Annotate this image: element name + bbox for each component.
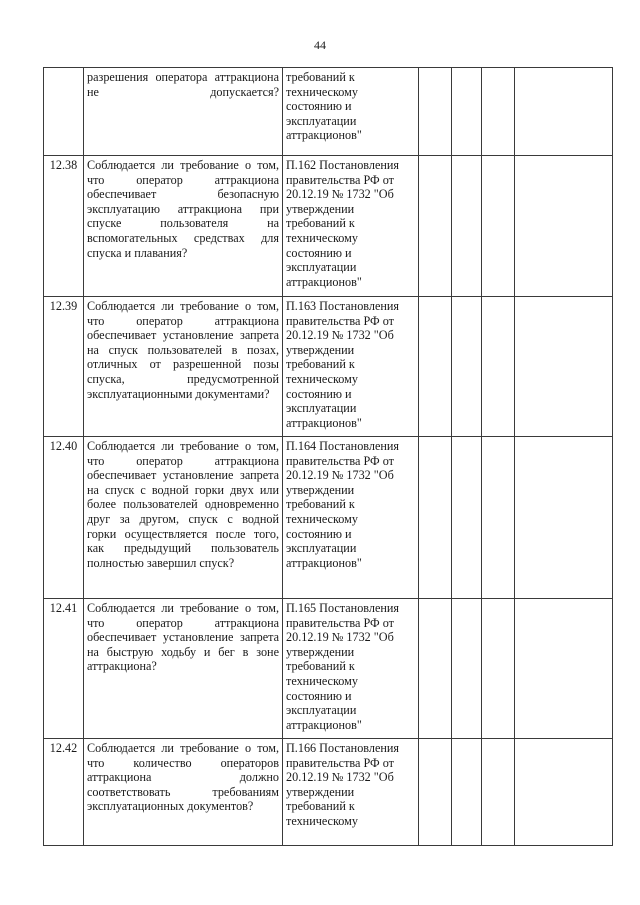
- table-row: [44, 437, 613, 599]
- answer-cell[interactable]: [452, 297, 482, 437]
- answer-cell[interactable]: [419, 437, 452, 599]
- answer-cell[interactable]: [419, 156, 452, 297]
- note-cell[interactable]: [515, 437, 613, 599]
- table-row: [44, 156, 613, 297]
- answer-cell[interactable]: [452, 437, 482, 599]
- question-cell: разрешения оператора аттракциона не допускается?: [84, 68, 283, 156]
- reference-cell: П.165 Постановления правительства РФ от 20.12.19 № 1732 "Об утверждении требований к техническому состоянию и эксплуатации аттракционов": [283, 599, 419, 739]
- checklist-table: [43, 67, 613, 846]
- note-cell[interactable]: [515, 68, 613, 156]
- question-cell: Соблюдается ли требование о том, что количество операторов аттракциона должно соответствовать требованиям эксплуатационных документов?: [84, 739, 283, 846]
- reference-cell: требований к техническому состоянию и эксплуатации аттракционов": [283, 68, 419, 156]
- answer-cell[interactable]: [482, 437, 515, 599]
- table-row: [44, 297, 613, 437]
- answer-cell[interactable]: [419, 599, 452, 739]
- reference-cell: П.163 Постановления правительства РФ от 20.12.19 № 1732 "Об утверждении требований к техническому состоянию и эксплуатации аттракционов": [283, 297, 419, 437]
- answer-cell[interactable]: [482, 599, 515, 739]
- question-cell: Соблюдается ли требование о том, что оператор аттракциона обеспечивает установление запрета на быструю ходьбу и бег в зоне аттракциона?: [84, 599, 283, 739]
- note-cell[interactable]: [515, 156, 613, 297]
- answer-cell[interactable]: [452, 156, 482, 297]
- answer-cell[interactable]: [419, 739, 452, 846]
- answer-cell[interactable]: [419, 297, 452, 437]
- answer-cell[interactable]: [452, 68, 482, 156]
- row-number: 12.42: [44, 739, 84, 846]
- table-row: [44, 599, 613, 739]
- row-number: 12.41: [44, 599, 84, 739]
- note-cell[interactable]: [515, 739, 613, 846]
- reference-cell: П.164 Постановления правительства РФ от 20.12.19 № 1732 "Об утверждении требований к техническому состоянию и эксплуатации аттракционов": [283, 437, 419, 599]
- note-cell[interactable]: [515, 599, 613, 739]
- page-number: 44: [314, 38, 326, 52]
- answer-cell[interactable]: [482, 297, 515, 437]
- answer-cell[interactable]: [482, 739, 515, 846]
- row-number: [44, 68, 84, 156]
- question-cell: Соблюдается ли требование о том, что оператор аттракциона обеспечивает установление запрета на спуск пользователей в позах, отличных от разрешенной позы спуска, предусмотренной эксплуатационными документами?: [84, 297, 283, 437]
- row-number: 12.39: [44, 297, 84, 437]
- question-cell: Соблюдается ли требование о том, что оператор аттракциона обеспечивает безопасную эксплуатацию аттракциона при спуске пользователя на вспомогательных средствах для спуска и плавания?: [84, 156, 283, 297]
- table-row: [44, 739, 613, 846]
- row-number: 12.38: [44, 156, 84, 297]
- answer-cell[interactable]: [452, 739, 482, 846]
- table-row: [44, 68, 613, 156]
- question-cell: Соблюдается ли требование о том, что оператор аттракциона обеспечивает установление запрета на спуск с водной горки двух или более пользователей одновременно друг за другом, спуск с водной горки осуществляется после того, как предыдущий пользователь полностью завершил спуск?: [84, 437, 283, 599]
- row-number: 12.40: [44, 437, 84, 599]
- answer-cell[interactable]: [482, 68, 515, 156]
- note-cell[interactable]: [515, 297, 613, 437]
- answer-cell[interactable]: [482, 156, 515, 297]
- answer-cell[interactable]: [452, 599, 482, 739]
- reference-cell: П.162 Постановления правительства РФ от 20.12.19 № 1732 "Об утверждении требований к техническому состоянию и эксплуатации аттракционов": [283, 156, 419, 297]
- answer-cell[interactable]: [419, 68, 452, 156]
- reference-cell: П.166 Постановления правительства РФ от 20.12.19 № 1732 "Об утверждении требований к техническому: [283, 739, 419, 846]
